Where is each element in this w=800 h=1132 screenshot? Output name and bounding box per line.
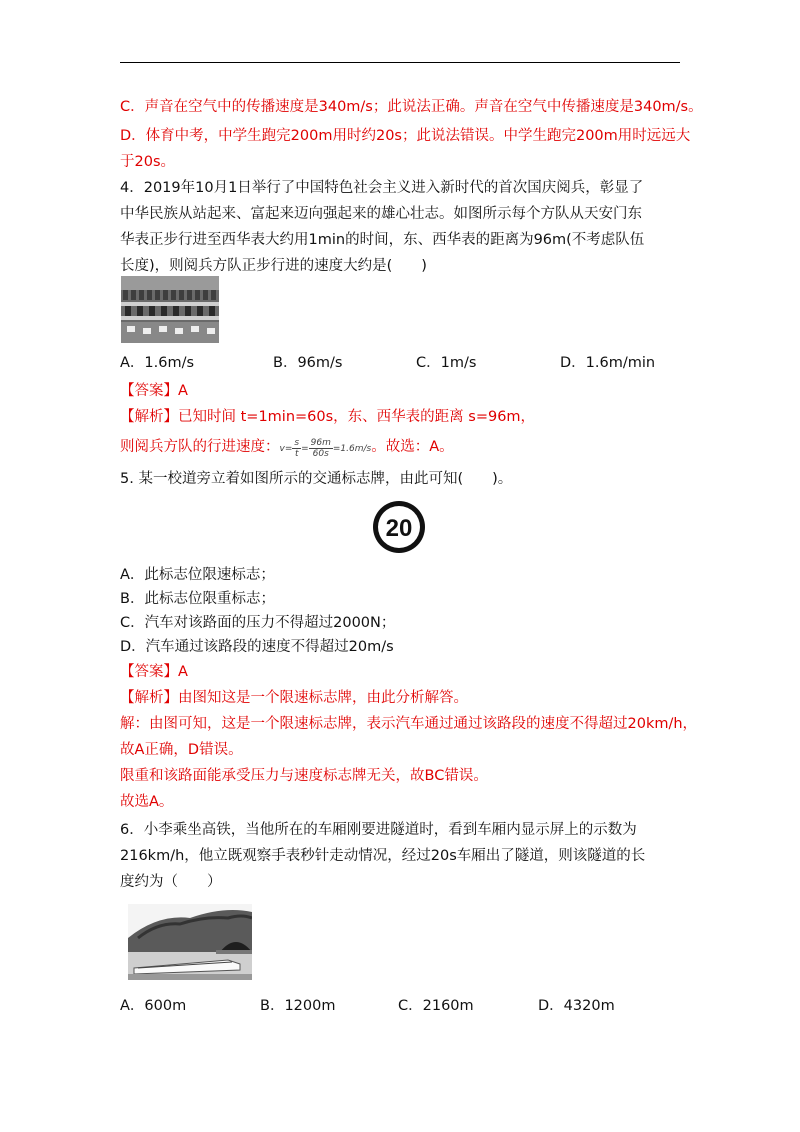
q4-analysis-suffix: 故选：A。	[385, 439, 454, 455]
q5-analysis-4: 限重和该路面能承受压力与速度标志牌无关，故BC错误。	[120, 768, 488, 784]
q6-option-b[interactable]: B．1200m	[260, 998, 336, 1014]
q4-formula: v= $\frac{s}{t}$ = $\frac{96m}{60s}$ =1.6m/s	[279, 438, 372, 459]
q5-option-d[interactable]: D．汽车通过该路段的速度不得超过20m/s	[120, 639, 394, 655]
question-4-stem-4: 长度)，则阅兵方队正步行进的速度大约是( )	[120, 258, 427, 274]
q5-option-c[interactable]: C．汽车对该路面的压力不得超过2000N；	[120, 615, 396, 631]
q5-analysis-2: 解：由图可知，这是一个限速标志牌，表示汽车通过通过该路段的速度不得超过20km/h，	[120, 716, 698, 732]
q4-option-c[interactable]: C．1m/s	[416, 355, 477, 371]
q4-answer: 【答案】A	[120, 383, 188, 399]
q4-analysis-prefix: 则阅兵方队的行进速度：	[120, 439, 280, 455]
header-rule	[120, 62, 680, 63]
question-4-stem-3: 华表正步行进至西华表大约用1min的时间，东、西华表的距离为96m(不考虑队伍	[120, 232, 645, 248]
question-6-stem-2: 216km/h，他立既观察手表秒针走动情况，经过20s车厢出了隧道，则该隧道的长	[120, 848, 646, 864]
question-6-stem-1: 6．小李乘坐高铁，当他所在的车厢刚要进隧道时，看到车厢内显示屏上的示数为	[120, 822, 637, 838]
speed-limit-sign	[372, 500, 426, 554]
q6-option-d[interactable]: D．4320m	[538, 998, 615, 1014]
option-d-explanation: D．体育中考，中学生跑完200m用时约20s；此说法错误。中学生跑完200m用时远远大	[120, 128, 691, 144]
option-c-explanation: C．声音在空气中的传播速度是340m/s；此说法正确。声音在空气中传播速度是340m/s。	[120, 99, 703, 115]
question-6-stem-3: 度约为（ ）	[120, 874, 222, 890]
sign-number: 20	[385, 515, 413, 542]
q4-option-b[interactable]: B．96m/s	[273, 355, 343, 371]
q6-option-a[interactable]: A．600m	[120, 998, 187, 1014]
q5-option-a[interactable]: A．此标志位限速标志；	[120, 567, 275, 583]
q5-analysis-1: 【解析】由图知这是一个限速标志牌，由此分析解答。	[120, 690, 468, 706]
parade-photo	[121, 276, 219, 343]
q4-option-d[interactable]: D．1.6m/min	[560, 355, 656, 371]
q6-option-c[interactable]: C．2160m	[398, 998, 474, 1014]
q5-analysis-3: 故A正确，D错误。	[120, 742, 243, 758]
question-4-stem-1: 4．2019年10月1日举行了中国特色社会主义进入新时代的首次国庆阅兵，彰显了	[120, 180, 644, 196]
q5-analysis-5: 故选A。	[120, 794, 174, 810]
tunnel-train-photo	[128, 904, 252, 980]
question-5-stem: 5. 某一校道旁立着如图所示的交通标志牌，由此可知( )。	[120, 471, 513, 487]
q5-answer: 【答案】A	[120, 664, 188, 680]
q4-analysis-2: 则阅兵方队的行进速度：v= $\frac{s}{t}$ = $\frac{96m}{60s}$ =1.6m/s。故选：A。	[120, 438, 454, 459]
q4-analysis-1: 【解析】已知时间 t=1min=60s，东、西华表的距离 s=96m，	[120, 409, 536, 425]
q4-option-a[interactable]: A．1.6m/s	[120, 355, 195, 371]
question-4-stem-2: 中华民族从站起来、富起来迈向强起来的雄心壮志。如图所示每个方队从天安门东	[120, 206, 642, 222]
option-d-explanation-cont: 于20s。	[120, 154, 176, 170]
q5-option-b[interactable]: B．此标志位限重标志；	[120, 591, 275, 607]
